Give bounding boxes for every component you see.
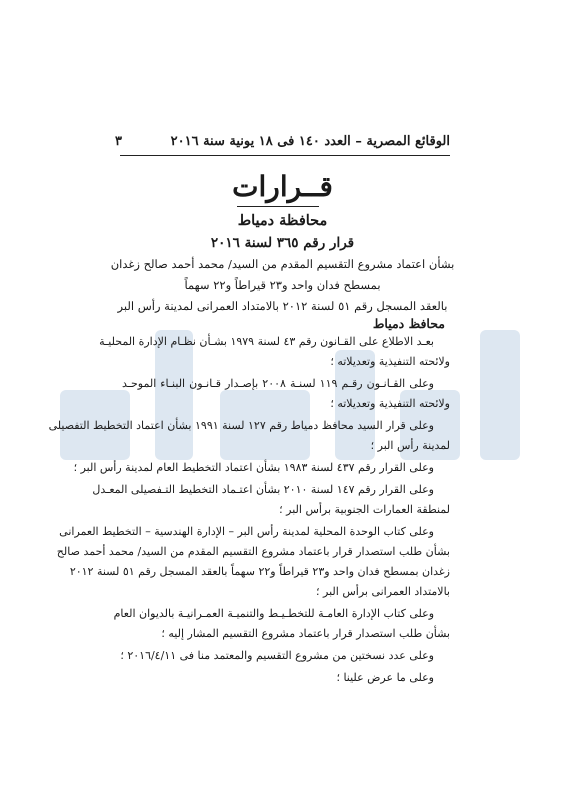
page-number: ٣ [115,134,122,149]
body-line: بشأن طلب استصدار قرار باعتماد مشروع التقسيم المشار إليه ؛ [161,627,450,640]
title-underline [237,206,319,207]
decree-number: قرار رقم ٣٦٥ لسنة ٢٠١٦ [210,235,355,251]
decree-subject-line: بمسطح فدان واحد و٢٣ قيراطاً و٢٢ سهماً [184,278,381,292]
body-line: ولائحته التنفيذية وتعديلاته ؛ [330,397,450,410]
decree-subject-line: بالعقد المسجل رقم ٥١ لسنة ٢٠١٢ بالامتداد العمرانى لمدينة رأس البر [117,299,448,313]
governorate-heading: محافظة دمياط [237,212,328,229]
issuer-heading: محافظ دمياط [372,316,445,331]
section-title: قــرارات [232,170,333,203]
body-line: بشأن طلب استصدار قرار باعتماد مشروع التقسيم المقدم من السيد/ محمد أحمد صالح [56,545,450,558]
body-line: ولائحته التنفيذية وتعديلاته ؛ [330,355,450,368]
publication-info: الوقائع المصرية – العدد ١٤٠ فى ١٨ يونية سنة ٢٠١٦ [170,134,450,149]
body-line: وعلى كتاب الوحدة المحلية لمدينة رأس البر – الإدارة الهندسية – التخطيط العمرانى [59,525,434,538]
body-line: وعلى القرار رقم ١٤٧ لسنة ٢٠١٠ بشأن اعتـماد التخطيط التـفصيلى المعـدل [92,483,434,496]
body-line: لمنطقة العمارات الجنوبية برأس البر ؛ [279,503,450,516]
body-line: وعلى القرار رقم ٤٣٧ لسنة ١٩٨٣ بشأن اعتماد التخطيط العام لمدينة رأس البر ؛ [73,461,434,474]
body-line: وعلى القـانـون رقـم ١١٩ لسنـة ٢٠٠٨ بإصـدار قـانـون البنـاء الموحـد [122,377,434,390]
body-line: زغدان بمسطح فدان واحد و٢٣ قيراطاً و٢٢ سهماً بالعقد المسجل رقم ٥١ لسنة ٢٠١٢ [69,565,450,578]
running-header [115,134,450,152]
body-line: وعلى ما عرض علينا ؛ [336,671,434,684]
body-line: بالامتداد العمرانى برأس البر ؛ [316,585,450,598]
header-rule [120,155,450,156]
decree-subject-line: بشأن اعتماد مشروع التقسيم المقدم من السيد/ محمد أحمد صالح زغدان [110,257,455,271]
body-line: لمدينة رأس البر ؛ [370,439,450,452]
body-line: وعلى كتاب الإدارة العامـة للتخطـيـط والتنميـة العمـرانيـة بالديوان العام [113,607,434,620]
body-line: بعـد الاطلاع على القـانون رقم ٤٣ لسنة ١٩٧٩ بشـأن نظـام الإدارة المحليـة [99,335,434,348]
body-line: وعلى عدد نسختين من مشروع التقسيم والمعتمد منا فى ٢٠١٦/٤/١١ ؛ [120,649,434,662]
body-line: وعلى قرار السيد محافظ دمياط رقم ١٢٧ لسنة ١٩٩١ بشأن اعتماد التخطيط التفصيلى [48,419,434,432]
